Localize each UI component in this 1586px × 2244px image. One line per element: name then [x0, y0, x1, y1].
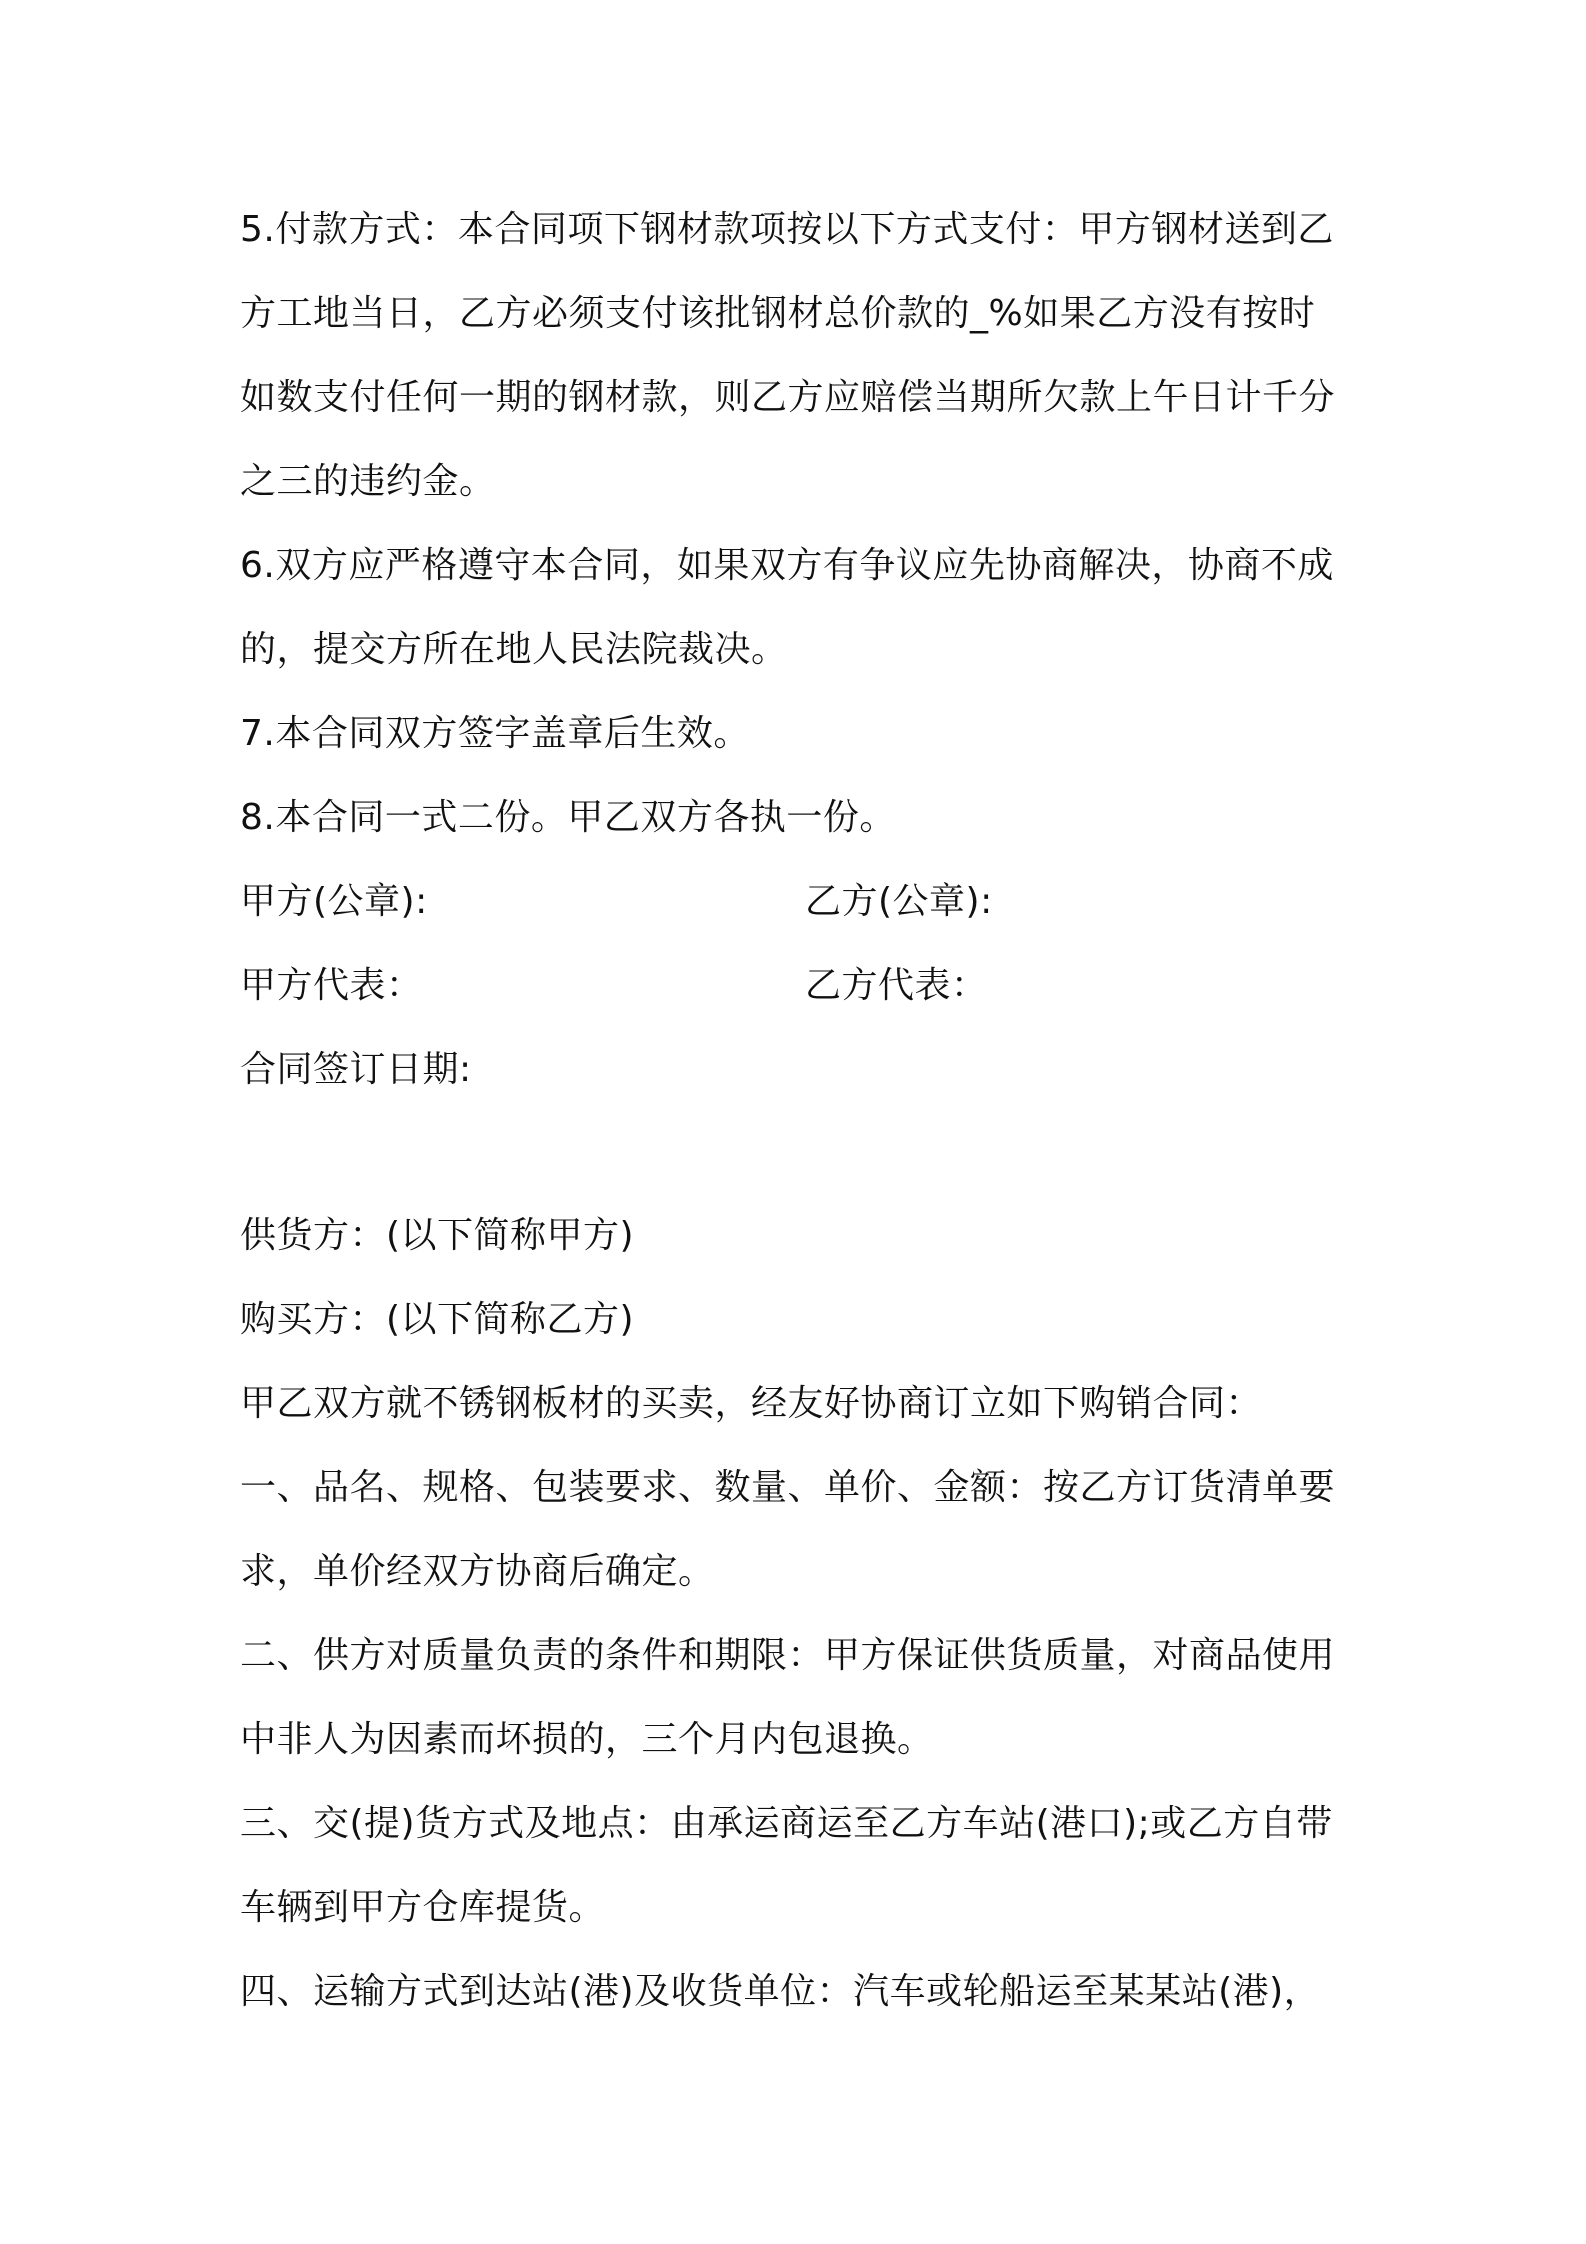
clause-6-line-1: 6.双方应严格遵守本合同，如果双方有争议应先协商解决，协商不成	[240, 545, 1334, 586]
clause-7: 7.本合同双方签字盖章后生效。	[240, 713, 750, 754]
item-3-line-2: 车辆到甲方仓库提货。	[240, 1887, 606, 1928]
supplier-line: 供货方：(以下简称甲方)	[240, 1215, 635, 1256]
party-a-seal-label: 甲方(公章):	[240, 881, 428, 922]
item-2-line-2: 中非人为因素而坏损的，三个月内包退换。	[240, 1719, 934, 1760]
item-4-line-1: 四、运输方式到达站(港)及收货单位：汽车或轮船运至某某站(港)，	[240, 1971, 1321, 2012]
item-1-line-1: 一、品名、规格、包装要求、数量、单价、金额：按乙方订货清单要	[240, 1467, 1336, 1508]
clause-5-line-1: 5.付款方式：本合同项下钢材款项按以下方式支付：甲方钢材送到乙	[240, 209, 1334, 250]
item-3-line-1: 三、交(提)货方式及地点：由承运商运至乙方车站(港口);或乙方自带	[240, 1803, 1333, 1844]
item-2-line-1: 二、供方对质量负责的条件和期限：甲方保证供货质量，对商品使用	[240, 1635, 1336, 1676]
party-b-seal-label: 乙方(公章):	[805, 881, 993, 922]
contract-intro: 甲乙双方就不锈钢板材的买卖，经友好协商订立如下购销合同：	[240, 1383, 1263, 1424]
clause-6-line-2: 的，提交方所在地人民法院裁决。	[240, 629, 788, 670]
clause-5-line-3: 如数支付任何一期的钢材款，则乙方应赔偿当期所欠款上午日计千分	[240, 377, 1336, 418]
clause-5-line-4: 之三的违约金。	[240, 461, 496, 502]
clause-5-line-2: 方工地当日，乙方必须支付该批钢材总价款的_%如果乙方没有按时	[240, 293, 1316, 334]
party-a-rep-label: 甲方代表：	[240, 965, 423, 1006]
party-b-rep-label: 乙方代表：	[805, 965, 988, 1006]
item-1-line-2: 求，单价经双方协商后确定。	[240, 1551, 715, 1592]
clause-8: 8.本合同一式二份。甲乙双方各执一份。	[240, 797, 896, 838]
sign-date-label: 合同签订日期:	[240, 1049, 472, 1090]
buyer-line: 购买方：(以下简称乙方)	[240, 1299, 635, 1340]
